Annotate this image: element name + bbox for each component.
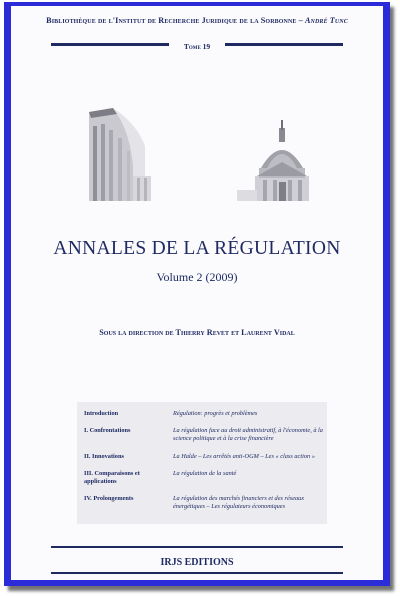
book-title: ANNALES DE LA RÉGULATION bbox=[53, 238, 341, 259]
toc-section-desc: La régulation de la santé bbox=[173, 470, 237, 477]
toc-section-label: II. Innovations bbox=[84, 453, 124, 460]
toc-section-label: Introduction bbox=[84, 410, 119, 417]
series-title-person: André Tunc bbox=[304, 16, 348, 25]
toc-section-label: I. Confrontations bbox=[84, 427, 131, 434]
rule-right bbox=[225, 43, 343, 46]
editors-line: Sous la direction de Thierry Revet et Laurent Vidal bbox=[99, 328, 295, 337]
series-title-text: Bibliothèque de l'Institut de Recherche Juridique de la Sorbonne – bbox=[46, 16, 305, 25]
series-title bbox=[11, 16, 383, 25]
toc-section-desc: La Halde – Les arrêtés anti-OGM – Les « class action » bbox=[173, 453, 315, 460]
book-cover bbox=[11, 6, 383, 580]
volume-info: Volume 2 (2009) bbox=[156, 270, 238, 284]
toc-section-desc: La régulation face au droit administratif, à l'économie, à la science politique et à la crise financière bbox=[173, 427, 323, 442]
toc-section-label: III. Comparaisons et applications bbox=[84, 470, 140, 485]
tome-number: Tome 19 bbox=[183, 42, 211, 51]
toc-section-desc: Régulation: progrès et problèmes bbox=[173, 410, 258, 417]
bottom-rule-bottom bbox=[51, 572, 343, 574]
table-of-contents bbox=[77, 402, 327, 524]
sorbonne-illustration bbox=[87, 106, 309, 201]
publisher-name: IRJS EDITIONS bbox=[160, 557, 234, 568]
bottom-rule-top bbox=[51, 546, 343, 548]
toc-section-label: IV. Prolongements bbox=[84, 495, 134, 502]
toc-section-desc: La régulation des marchés financiers et des réseaux énergétiques – Les régulateurs économiques bbox=[173, 495, 305, 510]
